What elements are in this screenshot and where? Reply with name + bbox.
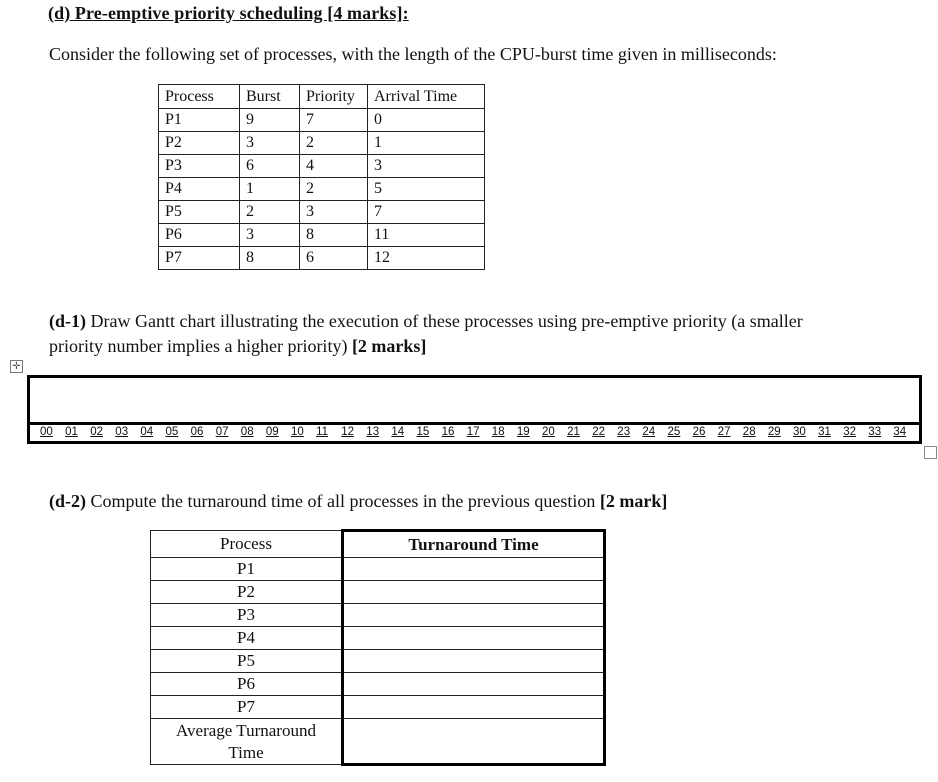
cell-arrival: 7 (368, 201, 485, 224)
gantt-tick-label: 26 (692, 426, 706, 438)
cell-process: P4 (159, 178, 240, 201)
turnaround-answer-cell[interactable] (343, 673, 605, 696)
cell-arrival: 12 (368, 247, 485, 270)
gantt-tick-label: 00 (40, 426, 53, 438)
question-d1-text-cont: priority number implies a higher priority) (49, 336, 352, 356)
cell-burst: 9 (240, 109, 300, 132)
gantt-tick-label: 23 (617, 426, 631, 438)
gantt-tick-label: 33 (868, 426, 882, 438)
cell-process: P5 (159, 201, 240, 224)
gantt-tick-label: 22 (592, 426, 605, 438)
intro-text: Consider the following set of processes, with the length of the CPU-burst time given in milliseconds: (49, 44, 777, 64)
average-label-line2: Time (228, 742, 264, 762)
turnaround-answer-cell[interactable] (343, 558, 605, 581)
question-d1-marks: [2 marks] (351, 336, 427, 356)
resize-handle-icon[interactable] (924, 446, 937, 459)
cell-burst: 3 (240, 132, 300, 155)
cell-arrival: 0 (368, 109, 485, 132)
gantt-tick-label: 25 (667, 426, 681, 438)
cell-burst: 6 (240, 155, 300, 178)
gantt-tick-label: 32 (843, 426, 856, 438)
question-d2-text: Compute the turnaround time of all processes in the previous question (86, 491, 600, 511)
gantt-tick-label: 30 (793, 426, 806, 438)
gantt-tick-label: 17 (466, 426, 480, 438)
gantt-tick-label: 24 (642, 426, 656, 438)
table-row (159, 155, 485, 178)
cell-burst: 1 (240, 178, 300, 201)
table-row-average (151, 719, 605, 765)
cell-burst: 2 (240, 201, 300, 224)
gantt-tick-label: 15 (416, 426, 430, 438)
turnaround-answer-cell[interactable] (343, 650, 605, 673)
gantt-tick-label: 06 (190, 426, 204, 438)
question-d1-label: (d-1) (49, 311, 86, 331)
gantt-tick-label: 31 (818, 426, 831, 438)
gantt-tick-label: 21 (567, 426, 580, 438)
cell-arrival: 11 (368, 224, 485, 247)
question-d2-marks: [2 mark] (599, 491, 668, 511)
gantt-tick-label: 09 (265, 426, 279, 438)
cell-priority: 7 (300, 109, 368, 132)
table-row (151, 673, 605, 696)
turnaround-answer-cell[interactable] (343, 604, 605, 627)
cell-process: P1 (151, 558, 343, 581)
gantt-tick-label: 01 (65, 426, 78, 438)
table-row (159, 132, 485, 155)
cell-process: P3 (151, 604, 343, 627)
question-d2-label: (d-2) (49, 491, 86, 511)
table-row (151, 604, 605, 627)
gantt-tick-label: 04 (140, 426, 154, 438)
turnaround-table (150, 529, 606, 766)
move-handle-icon[interactable]: ✛ (10, 360, 23, 373)
header-process: Process (159, 85, 240, 109)
cell-process: P5 (151, 650, 343, 673)
cell-average-label (151, 719, 343, 765)
cell-priority: 3 (300, 201, 368, 224)
gantt-tick-label: 11 (316, 426, 329, 438)
average-label-line1: Average Turnaround (176, 720, 316, 740)
table-row (151, 650, 605, 673)
gantt-tick-label: 16 (441, 426, 455, 438)
header-turnaround-time: Turnaround Time (343, 531, 605, 558)
gantt-time-axis (27, 425, 922, 444)
gantt-tick-label: 05 (165, 426, 179, 438)
gantt-tick-label: 18 (491, 426, 505, 438)
cell-burst: 3 (240, 224, 300, 247)
turnaround-table-header (151, 531, 605, 558)
gantt-tick-label: 03 (115, 426, 129, 438)
cell-arrival: 3 (368, 155, 485, 178)
gantt-tick-label: 29 (767, 426, 781, 438)
question-d1-text: Draw Gantt chart illustrating the execution of these processes using pre-emptive priority (a smaller (86, 311, 803, 331)
turnaround-answer-cell[interactable] (343, 627, 605, 650)
section-title: (d) Pre-emptive priority scheduling [4 marks]: (48, 3, 409, 23)
table-row (159, 201, 485, 224)
table-row (159, 247, 485, 270)
cell-priority: 6 (300, 247, 368, 270)
header-priority: Priority (300, 85, 368, 109)
gantt-tick-label: 34 (893, 426, 907, 438)
cell-arrival: 5 (368, 178, 485, 201)
cell-arrival: 1 (368, 132, 485, 155)
process-table (158, 84, 485, 270)
table-row (159, 224, 485, 247)
header-arrival-time: Arrival Time (368, 85, 485, 109)
process-table-header (159, 85, 485, 109)
cell-priority: 2 (300, 132, 368, 155)
gantt-tick-label: 27 (717, 426, 731, 438)
cell-process: P1 (159, 109, 240, 132)
cell-process: P6 (151, 673, 343, 696)
table-row (159, 109, 485, 132)
cell-process: P3 (159, 155, 240, 178)
cell-process: P4 (151, 627, 343, 650)
gantt-tick-label: 08 (240, 426, 254, 438)
cell-burst: 8 (240, 247, 300, 270)
table-row (151, 558, 605, 581)
gantt-tick-label: 07 (215, 426, 229, 438)
question-d1-line1 (49, 309, 803, 334)
cell-priority: 4 (300, 155, 368, 178)
cell-process: P7 (151, 696, 343, 719)
turnaround-answer-cell[interactable] (343, 581, 605, 604)
header-burst: Burst (240, 85, 300, 109)
gantt-tick-label: 02 (90, 426, 103, 438)
turnaround-answer-cell[interactable] (343, 696, 605, 719)
table-row (151, 696, 605, 719)
question-d1-line2 (49, 334, 426, 359)
gantt-tick-label: 28 (742, 426, 756, 438)
table-row (159, 178, 485, 201)
question-d2 (49, 489, 667, 514)
cell-priority: 8 (300, 224, 368, 247)
cell-priority: 2 (300, 178, 368, 201)
gantt-tick-label: 12 (341, 426, 354, 438)
gantt-tick-label: 20 (542, 426, 555, 438)
average-answer-cell[interactable] (343, 719, 605, 765)
cell-process: P2 (151, 581, 343, 604)
table-row (151, 627, 605, 650)
gantt-tick-label: 13 (366, 426, 380, 438)
gantt-chart-area[interactable] (27, 375, 922, 425)
cell-process: P7 (159, 247, 240, 270)
gantt-tick-label: 19 (516, 426, 530, 438)
gantt-tick-label: 14 (391, 426, 405, 438)
gantt-tick-label: 10 (291, 426, 304, 438)
cell-process: P6 (159, 224, 240, 247)
header-process: Process (151, 531, 343, 558)
table-row (151, 581, 605, 604)
cell-process: P2 (159, 132, 240, 155)
